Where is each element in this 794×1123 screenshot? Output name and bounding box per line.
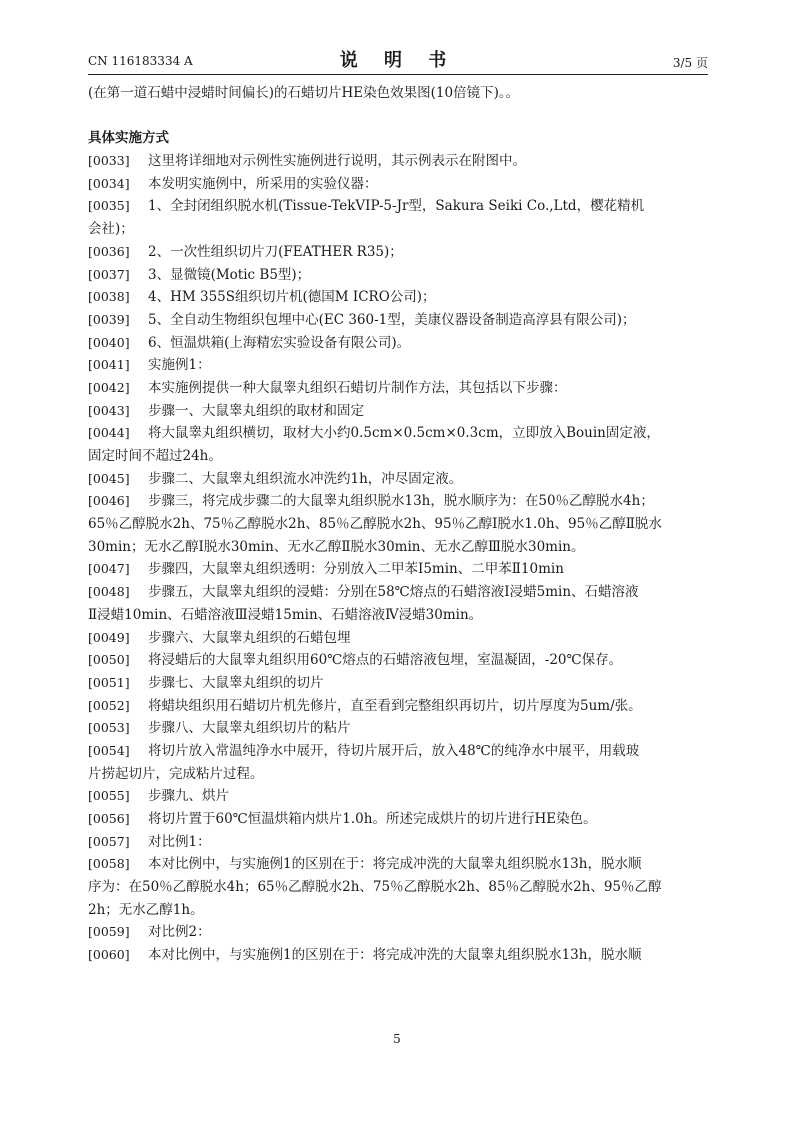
paragraph-number: [0039] — [88, 311, 130, 327]
paragraph-line: 2h；无水乙醇1h。 — [88, 901, 204, 918]
paragraph — [88, 740, 708, 785]
paragraph — [88, 627, 708, 650]
paragraph-number: [0044] — [88, 425, 130, 441]
paragraph-line: 本对比例中，与实施例1的区别在于：将完成冲洗的大鼠睾丸组织脱水13h，脱水顺 — [148, 856, 642, 873]
paragraph-number: [0040] — [88, 334, 130, 350]
paragraph-number: [0055] — [88, 788, 130, 804]
paragraph-number: [0042] — [88, 379, 130, 395]
paragraph-number: [0041] — [88, 357, 130, 373]
paragraph — [88, 400, 708, 423]
paragraph-line: 本对比例中，与实施例1的区别在于：将完成冲洗的大鼠睾丸组织脱水13h，脱水顺 — [148, 947, 642, 964]
paragraph-line: 片捞起切片，完成粘片过程。 — [88, 765, 264, 782]
paragraph-number: [0052] — [88, 697, 130, 713]
paragraph-number: [0034] — [88, 175, 130, 191]
paragraph-line: 实施例1： — [148, 357, 211, 374]
paragraph — [88, 195, 708, 240]
page-number: 5 — [393, 1032, 401, 1046]
paragraph-number: [0043] — [88, 402, 130, 418]
paragraph-line: 步骤八、大鼠睾丸组织切片的粘片 — [148, 720, 351, 737]
paragraph-number: [0051] — [88, 674, 130, 690]
paragraph-number: [0059] — [88, 924, 130, 940]
paragraph-line: 步骤七、大鼠睾丸组织的切片 — [148, 674, 324, 691]
paragraph — [88, 286, 708, 309]
paragraph-line: 这里将详细地对示例性实施例进行说明，其示例表示在附图中。 — [148, 153, 526, 170]
paragraph-number: [0046] — [88, 493, 130, 509]
paragraph-number: [0036] — [88, 243, 130, 259]
paragraph — [88, 422, 708, 467]
paragraph-line: 30min；无水乙醇Ⅰ脱水30min、无水乙醇Ⅱ脱水30min、无水乙醇Ⅲ脱水30min。 — [88, 538, 585, 555]
paragraph-line: 5、全自动生物组织包埋中心(EC 360-1型，美康仪器设备制造高淳县有限公司)； — [148, 311, 636, 328]
paragraph-line: 2、一次性组织切片刀(FEATHER R35)； — [148, 243, 403, 260]
paragraph — [88, 672, 708, 695]
paragraph-number: [0060] — [88, 947, 130, 963]
paragraph-line: 本发明实施例中，所采用的实验仪器： — [148, 175, 378, 192]
paragraph-line: 步骤二、大鼠睾丸组织流水冲洗约1h，冲尽固定液。 — [148, 470, 463, 487]
paragraph — [88, 831, 708, 854]
paragraph — [88, 921, 708, 944]
paragraph-line: 本实施例提供一种大鼠睾丸组织石蜡切片制作方法，其包括以下步骤： — [148, 379, 567, 396]
paragraph-line: 对比例1： — [148, 833, 211, 850]
paragraph-line: 将切片置于60℃恒温烘箱内烘片1.0h。所述完成烘片的切片进行HE染色。 — [148, 811, 597, 827]
paragraph-line: 1、全封闭组织脱水机(Tissue-TekVIP-5-Jr型，Sakura Seiki Co.,Ltd，樱花精机 — [148, 198, 645, 215]
paragraph — [88, 558, 708, 581]
paragraph — [88, 332, 708, 355]
page-indicator: 3/5 页 — [672, 56, 708, 70]
paragraph-line: 序为：在50％乙醇脱水4h；65％乙醇脱水2h、75％乙醇脱水2h、85％乙醇脱水2h、95％乙醇 — [88, 879, 662, 896]
paragraph-line: 步骤三，将完成步骤二的大鼠睾丸组织脱水13h，脱水顺序为：在50％乙醇脱水4h； — [148, 493, 654, 510]
paragraph-number: [0045] — [88, 470, 130, 486]
paragraph — [88, 490, 708, 558]
paragraph-line: 将切片放入常温纯净水中展开，待切片展开后，放入48℃的纯净水中展平，用载玻 — [148, 742, 640, 759]
paragraph — [88, 717, 708, 740]
header-rule — [88, 74, 708, 75]
paragraph-number: [0058] — [88, 856, 130, 872]
paragraph-line: 步骤一、大鼠睾丸组织的取材和固定 — [148, 402, 364, 419]
paragraph-number: [0038] — [88, 289, 130, 305]
paragraph — [88, 354, 708, 377]
paragraph-line: Ⅱ浸蜡10min、石蜡溶液Ⅲ浸蜡15min、石蜡溶液Ⅳ浸蜡30min。 — [88, 606, 483, 623]
paragraph-line: 将浸蜡后的大鼠睾丸组织用60℃熔点的石蜡溶液包埋，室温凝固，-20℃保存。 — [148, 652, 623, 669]
paragraph-list — [88, 150, 708, 967]
paragraph — [88, 377, 708, 400]
paragraph-line: 对比例2： — [148, 924, 211, 941]
paragraph-number: [0049] — [88, 629, 130, 645]
paragraph — [88, 173, 708, 196]
paragraph-line: 步骤九、烘片 — [148, 788, 229, 805]
document-title: 说 明 书 — [339, 50, 457, 71]
paragraph — [88, 468, 708, 491]
paragraph — [88, 649, 708, 672]
paragraph-number: [0048] — [88, 584, 130, 600]
paragraph — [88, 241, 708, 264]
paragraph-line: 步骤五，大鼠睾丸组织的浸蜡：分别在58℃熔点的石蜡溶液Ⅰ浸蜡5min、石蜡溶液 — [148, 584, 639, 601]
paragraph-number: [0056] — [88, 811, 130, 826]
page-header — [88, 46, 708, 76]
paragraph — [88, 944, 708, 967]
paragraph-line: 步骤六、大鼠睾丸组织的石蜡包埋 — [148, 629, 351, 646]
paragraph-number: [0047] — [88, 561, 130, 577]
paragraph-line: 4、HM 355S组织切片机(德国M ICRO公司)； — [148, 289, 436, 306]
paragraph — [88, 309, 708, 332]
paragraph — [88, 785, 708, 808]
intro-line: (在第一道石蜡中浸蜡时间偏长)的石蜡切片HE染色效果图(10倍镜下)。。 — [88, 85, 520, 101]
paragraph-line: 6、恒温烘箱(上海精宏实验设备有限公司)。 — [148, 334, 411, 351]
paragraph-number: [0054] — [88, 742, 130, 758]
document-body — [88, 82, 708, 967]
paragraph-line: 65％乙醇脱水2h、75％乙醇脱水2h、85％乙醇脱水2h、95％乙醇Ⅰ脱水1.0h、95％乙醇Ⅱ脱水 — [88, 516, 662, 533]
paragraph-line: 将大鼠睾丸组织横切，取材大小约0.5cm×0.5cm×0.3cm，立即放入Bouin固定液， — [148, 425, 660, 442]
paragraph-line: 会社)； — [88, 221, 134, 238]
paragraph-line: 3、显微镜(Motic B5型)； — [148, 266, 311, 283]
patent-number: CN 116183334 A — [88, 54, 193, 68]
paragraph-number: [0037] — [88, 266, 130, 282]
section-heading: 具体实施方式 — [88, 130, 169, 147]
paragraph-number: [0057] — [88, 833, 130, 849]
paragraph-line: 步骤四，大鼠睾丸组织透明：分别放入二甲苯Ⅰ5min、二甲苯Ⅱ10min — [148, 561, 564, 578]
paragraph — [88, 581, 708, 626]
paragraph — [88, 853, 708, 921]
paragraph-line: 固定时间不超过24h。 — [88, 448, 222, 464]
paragraph — [88, 695, 708, 718]
paragraph-number: [0053] — [88, 720, 130, 736]
paragraph-number: [0033] — [88, 153, 130, 169]
paragraph-number: [0035] — [88, 198, 130, 214]
paragraph-line: 将蜡块组织用石蜡切片机先修片，直至看到完整组织再切片，切片厚度为5um/张。 — [148, 697, 642, 714]
paragraph-number: [0050] — [88, 652, 130, 668]
paragraph — [88, 264, 708, 287]
paragraph — [88, 808, 708, 831]
paragraph — [88, 150, 708, 173]
